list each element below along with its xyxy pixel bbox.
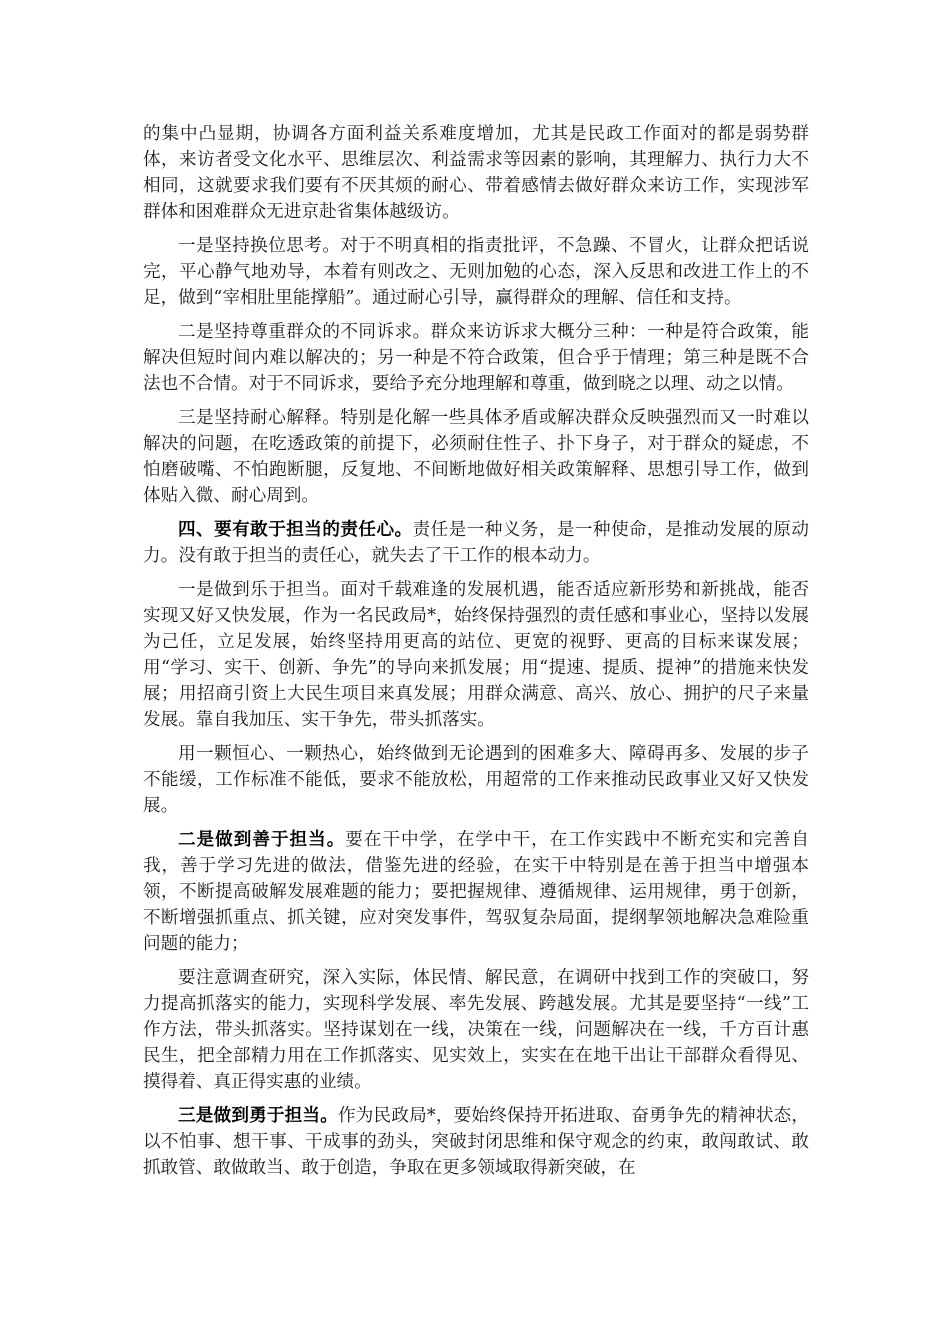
paragraph-text: 一是做到乐于担当。面对千载难逢的发展机遇，能否适应新形势和新挑战，能否实现又好又快发展，作为一名民政局*，始终保持强烈的责任感和事业心，坚持以发展为己任，立足发展，始终坚持用更高的站位、更宽的视野、更高的目标来谋发展；用“学习、实干、创新、争先”的导向来抓发展；用“提速、提质、提神”的措施来快发展；用招商引资上大民生项目来真发展；用群众满意、高兴、放心、拥护的尺子来量发展。靠自我加压、实干争先，带头抓落实。	[143, 580, 809, 730]
paragraph-text: 的集中凸显期，协调各方面利益关系难度增加，尤其是民政工作面对的都是弱势群体，来访者受文化水平、思维层次、利益需求等因素的影响，其理解力、执行力大不相同，这就要求我们要有不厌其烦的耐心、带着感情去做好群众来访工作，实现涉军群体和困难群众无进京赴省集体越级访。	[143, 124, 809, 222]
paragraph-text: 要注意调查研究，深入实际，体民情、解民意，在调研中找到工作的突破口，努力提高抓落实的能力，实现科学发展、率先发展、跨越发展。尤其是要坚持“一线”工作方法，带头抓落实。坚持谋划在一线，决策在一线，问题解决在一线，千方百计惠民生，把全部精力用在工作抓落实、见实效上，实实在在地干出让干部群众看得见、摸得着、真正得实惠的业绩。	[143, 968, 809, 1092]
paragraph-4	[143, 405, 809, 509]
bold-lead: 二是做到善于担当。	[178, 829, 346, 850]
section-heading-4	[143, 517, 809, 569]
document-body	[143, 121, 809, 1189]
paragraph-6	[143, 577, 809, 733]
paragraph-7	[143, 741, 809, 819]
paragraph-1	[143, 121, 809, 225]
paragraph-text: 作为民政局*，要始终保持开拓进取、奋勇争先的精神状态，以不怕事、想干事、干成事的劲头，突破封闭思维和保守观念的约束，敢闯敢试、敢抓敢管、敢做敢当、敢于创造，争取在更多领域取得新突破，在	[143, 1106, 809, 1178]
paragraph-text: 三是坚持耐心解释。特别是化解一些具体矛盾或解决群众反映强烈而又一时难以解决的问题，在吃透政策的前提下，必须耐住性子、扑下身子，对于群众的疑虑，不怕磨破嘴、不怕跑断腿，反复地、不间断地做好相关政策解释、思想引导工作，做到体贴入微、耐心周到。	[143, 408, 809, 506]
paragraph-text: 用一颗恒心、一颗热心，始终做到无论遇到的困难多大、障碍再多、发展的步子不能缓，工作标准不能低，要求不能放松，用超常的工作来推动民政事业又好又快发展。	[143, 744, 809, 816]
paragraph-2	[143, 233, 809, 311]
paragraph-text: 责任是一种义务，是一种使命，是推动发展的原动力。没有敢于担当的责任心，就失去了干工作的根本动力。	[143, 520, 809, 566]
paragraph-text: 一是坚持换位思考。对于不明真相的指责批评，不急躁、不冒火，让群众把话说完，平心静气地劝导，本着有则改之、无则加勉的心态，深入反思和改进工作上的不足，做到“宰相肚里能撑船”。通过耐心引导，赢得群众的理解、信任和支持。	[143, 236, 809, 308]
paragraph-text: 要在干中学，在学中干，在工作实践中不断充实和完善自我，善于学习先进的做法，借鉴先进的经验，在实干中特别是在善于担当中增强本领，不断提高破解发展难题的能力；要把握规律、遵循规律、运用规律，勇于创新，不断增强抓重点、抓关键，应对突发事件，驾驭复杂局面，提纲挈领地解决急难险重问题的能力；	[143, 830, 809, 954]
bold-lead: 四、要有敢于担当的责任心。	[178, 519, 413, 540]
paragraph-text: 二是坚持尊重群众的不同诉求。群众来访诉求大概分三种：一种是符合政策，能解决但短时间内难以解决的；另一种是不符合政策，但合乎于情理；第三种是既不合法也不合情。对于不同诉求，要给予充分地理解和尊重，做到晓之以理、动之以情。	[143, 322, 809, 394]
paragraph-3	[143, 319, 809, 397]
bold-lead: 三是做到勇于担当。	[178, 1105, 338, 1126]
paragraph-8	[143, 827, 809, 957]
paragraph-10	[143, 1103, 809, 1181]
paragraph-9	[143, 965, 809, 1095]
